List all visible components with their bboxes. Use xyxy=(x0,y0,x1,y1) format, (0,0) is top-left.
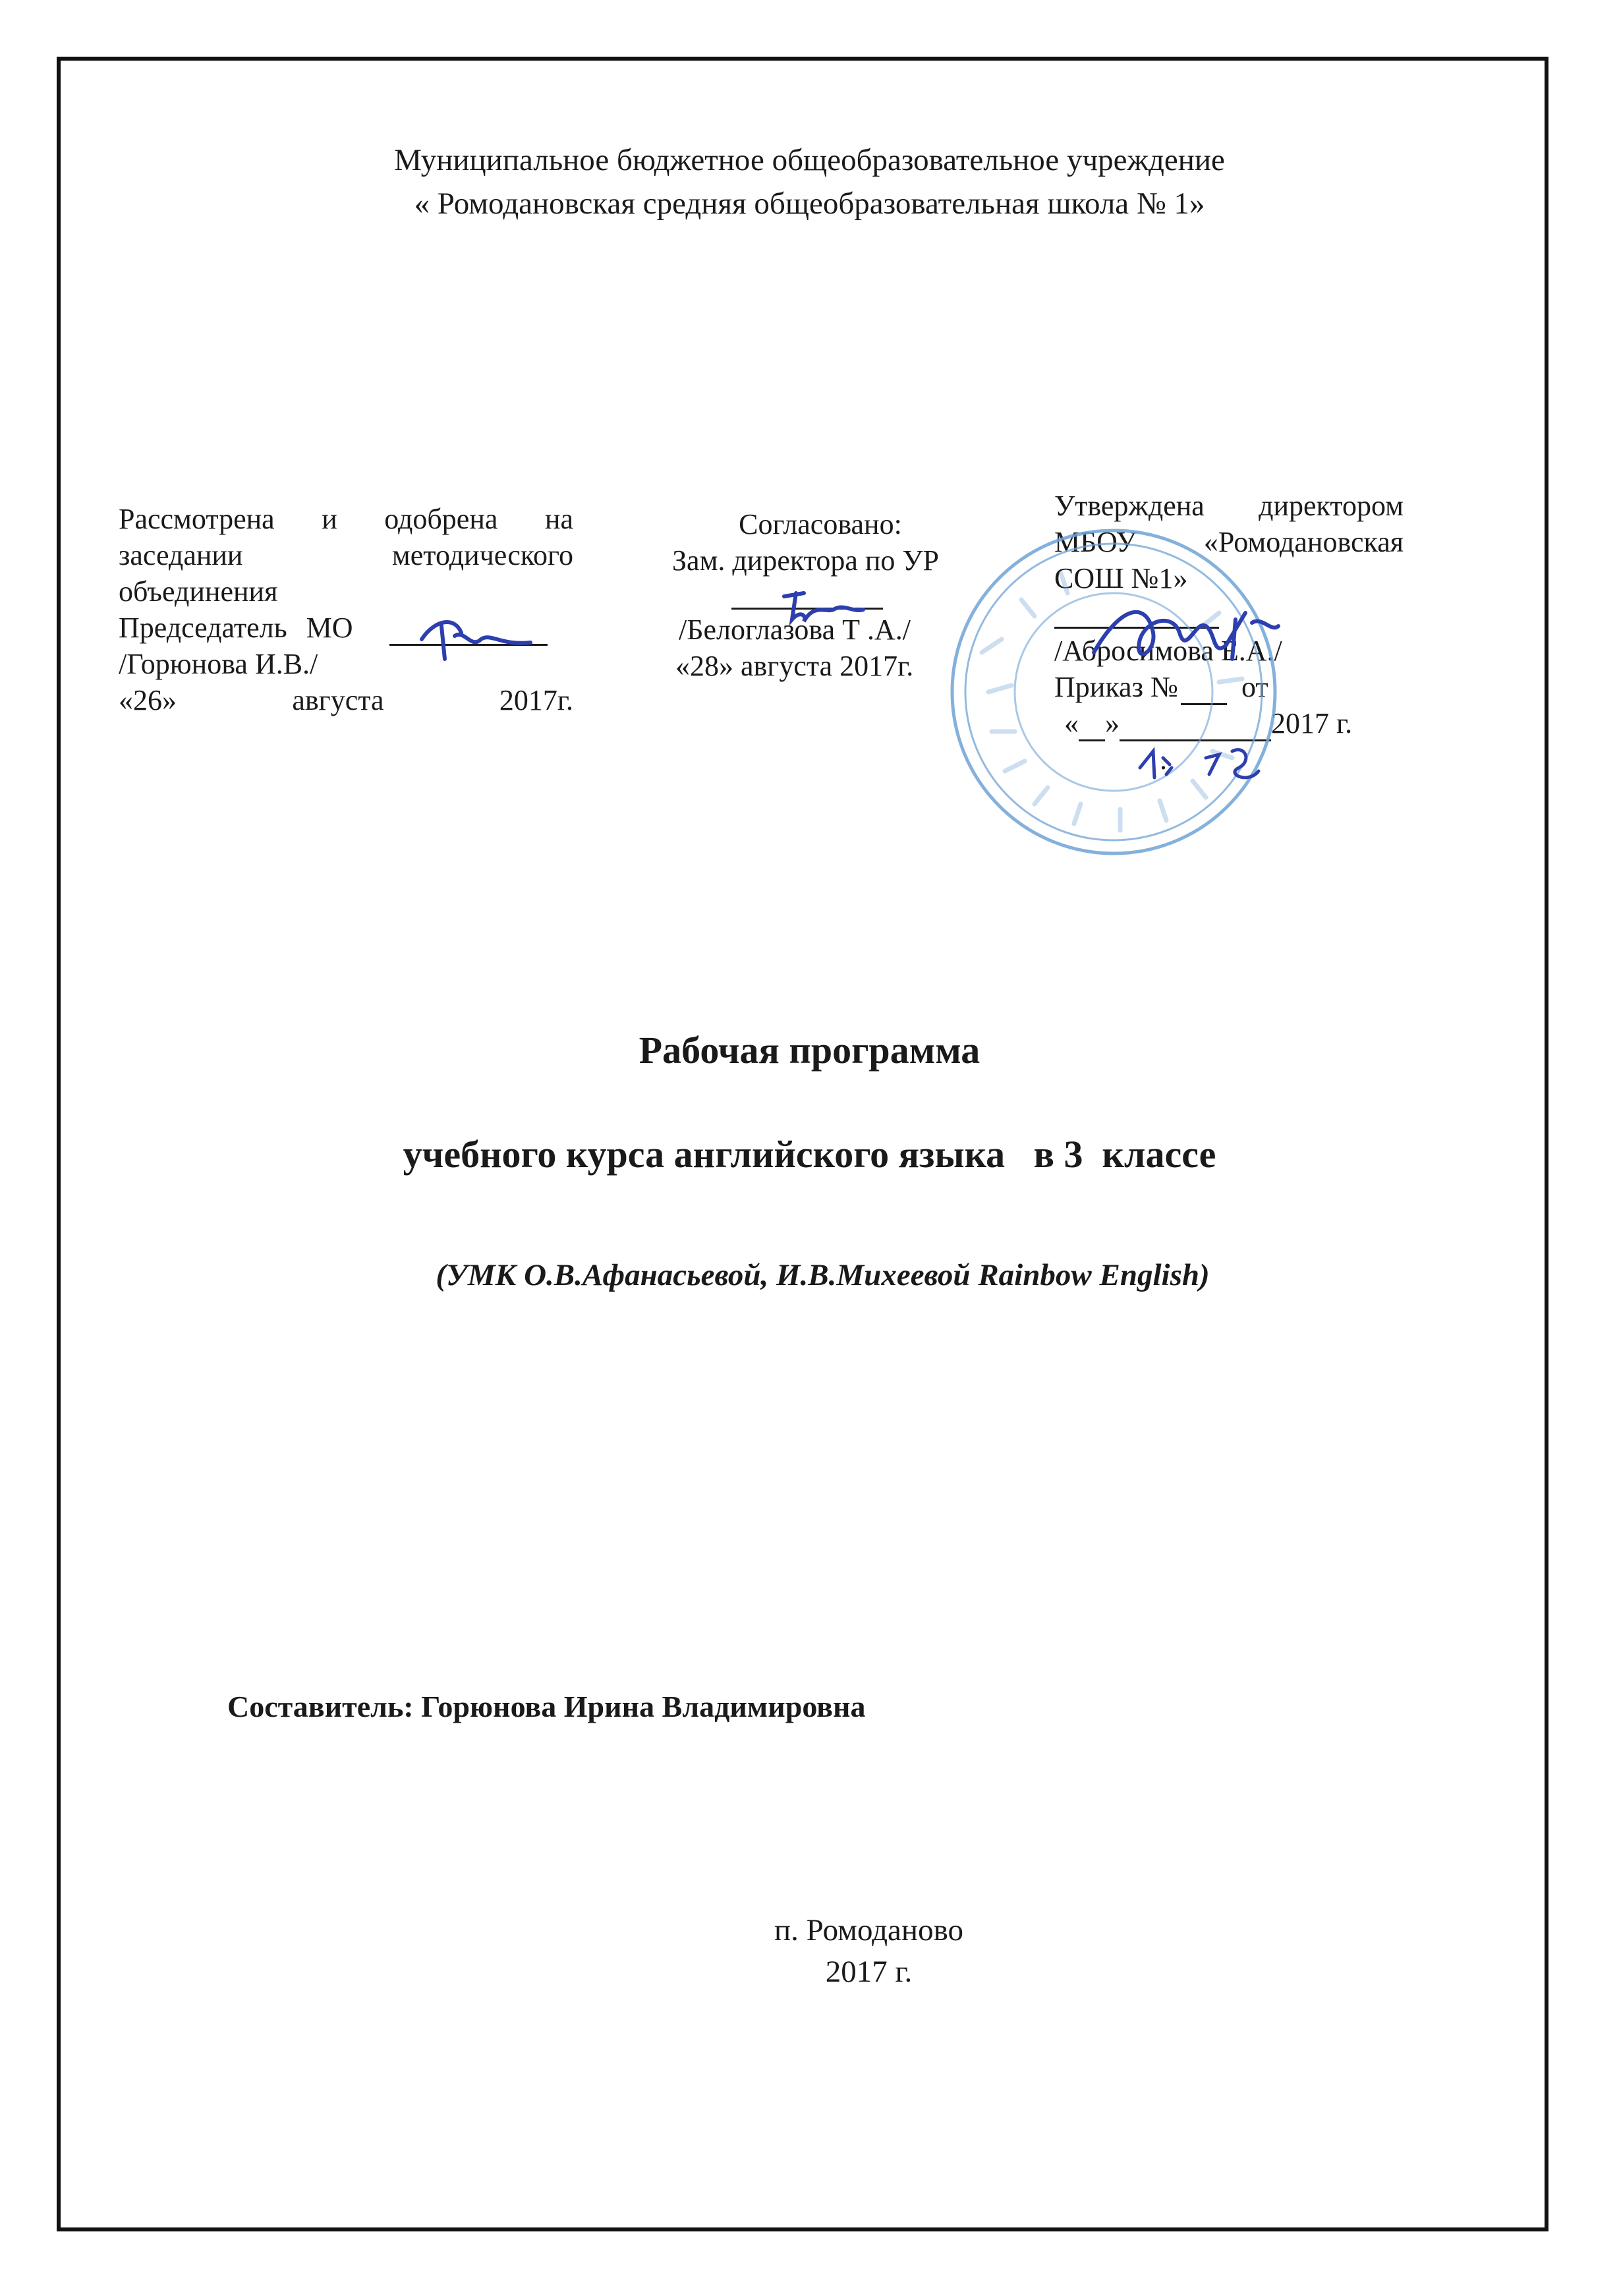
chair-signature xyxy=(415,613,540,672)
document-title: Рабочая программа xyxy=(639,1029,980,1072)
order-label: Приказ № xyxy=(1054,671,1178,703)
school-header xyxy=(0,138,1619,225)
school-seal xyxy=(942,521,1285,863)
approval-methodical-line3: объединения xyxy=(119,575,278,608)
course-title: учебного курса английского языка в 3 классе xyxy=(403,1133,1216,1176)
school-header-line1: Муниципальное бюджетное общеобразовательное учреждение xyxy=(394,143,1225,177)
chair-label: Председатель МО xyxy=(119,612,353,644)
director-name: /Абросимова Е.А./ xyxy=(1054,635,1282,667)
approval-director-line1: Утверждена директором xyxy=(1054,490,1404,522)
footer xyxy=(0,1910,1619,1993)
approval-director-line3: СОШ №1» xyxy=(1054,562,1188,594)
deputy-signature xyxy=(778,583,870,629)
deputy-date: «28» августа 2017г. xyxy=(675,650,914,682)
order-year: 2017 г. xyxy=(1271,707,1353,739)
order-handwritten-date xyxy=(1133,738,1272,791)
deputy-name: /Белоглазова Т .А./ xyxy=(679,614,911,646)
compiler-line: Составитель: Горюнова Ирина Владимировна xyxy=(227,1690,866,1723)
order-from: от xyxy=(1241,671,1268,703)
chair-name: /Горюнова И.В./ xyxy=(119,648,318,680)
footer-year: 2017 г. xyxy=(825,1955,913,1989)
approval-deputy-line1: Согласовано: xyxy=(739,508,902,540)
order-date-open: « xyxy=(1064,707,1079,739)
order-date-close: » xyxy=(1105,707,1120,739)
approval-methodical-date: «26» августа 2017г. xyxy=(119,684,573,716)
approval-methodical xyxy=(119,501,573,718)
umk-subtitle: (УМК О.В.Афанасьевой, И.В.Михеевой Rainbow English) xyxy=(436,1258,1210,1292)
approval-methodical-line2: заседании методического xyxy=(119,539,573,571)
school-header-line2: « Ромодановская средняя общеобразовательная школа № 1» xyxy=(414,187,1205,221)
approval-methodical-line1: Рассмотрена и одобрена на xyxy=(119,503,573,535)
approval-deputy-line2: Зам. директора по УР xyxy=(672,544,940,577)
footer-place: п. Ромоданово xyxy=(774,1913,963,1947)
director-signature xyxy=(1081,593,1292,685)
approval-director-line2: МБОУ «Ромодановская xyxy=(1054,526,1404,558)
order-dot: . xyxy=(1160,743,1167,776)
